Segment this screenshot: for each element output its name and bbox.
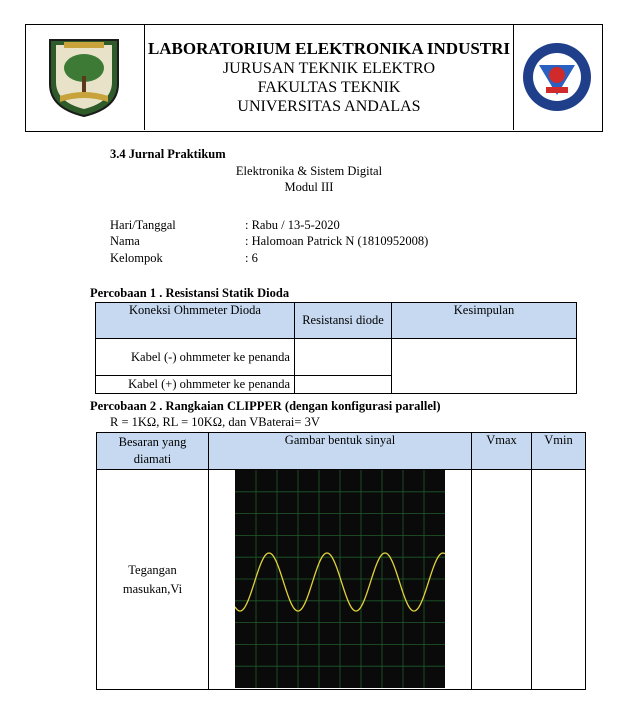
exp1-header-conclusion: Kesimpulan: [392, 303, 577, 339]
faculty-name: FAKULTAS TEKNIK: [257, 79, 401, 96]
letterhead-title: [144, 39, 514, 116]
info-value-date: : Rabu / 13-5-2020: [245, 218, 340, 232]
exp2-cell-waveform: [209, 470, 472, 690]
exp2-title: Percobaan 2 . Rangkaian CLIPPER (dengan konfigurasi parallel): [90, 399, 441, 413]
course-name: Elektronika & Sistem Digital: [235, 164, 383, 178]
exp2-params: R = 1KΩ, RL = 10KΩ, dan VBaterai= 3V: [110, 415, 320, 429]
exp1-row-positive: Kabel (+) ohmmeter ke penanda: [96, 376, 295, 394]
exp2-row-input-voltage: Tegangan masukan,Vi: [97, 470, 209, 690]
exp2-header-vmax: Vmax: [472, 433, 532, 470]
module-name: Modul III: [284, 180, 334, 194]
unand-logo-icon: [44, 36, 124, 118]
exp2-cell-vmax: [472, 470, 532, 690]
info-value-name: : Halomoan Patrick N (1810952008): [245, 234, 429, 248]
info-label-date: Hari/Tanggal: [110, 218, 176, 232]
exp1-table: [95, 302, 577, 394]
oscilloscope-display: [235, 470, 445, 688]
exp2-header-vmin: Vmin: [532, 433, 586, 470]
exp1-header-connection: Koneksi Ohmmeter Dioda: [96, 303, 295, 339]
exp2-table: [96, 432, 586, 690]
exp1-row-negative: Kabel (-) ohmmeter ke penanda: [96, 339, 295, 376]
exp1-cell-resistance-2: [295, 376, 392, 394]
university-name: UNIVERSITAS ANDALAS: [237, 98, 421, 115]
university-logo-cell: [26, 25, 145, 130]
lab-logo-cell: [513, 25, 602, 130]
exp2-cell-vmin: [532, 470, 586, 690]
exp1-cell-resistance-1: [295, 339, 392, 376]
exp1-header-resistance: Resistansi diode: [295, 303, 392, 339]
section-title: 3.4 Jurnal Praktikum: [110, 147, 226, 161]
exp2-header-quantity: Besaran yang diamati: [97, 433, 209, 470]
info-label-name: Nama: [110, 234, 140, 248]
department-name: JURUSAN TEKNIK ELEKTRO: [222, 60, 436, 77]
info-label-group: Kelompok: [110, 251, 163, 265]
info-value-group: : 6: [245, 251, 258, 265]
exp1-cell-conclusion: [392, 339, 577, 394]
letterhead: [25, 24, 603, 132]
exp1-title: Percobaan 1 . Resistansi Statik Dioda: [90, 286, 290, 300]
exp2-header-waveform: Gambar bentuk sinyal: [209, 433, 472, 470]
lab-logo-icon: [519, 39, 595, 115]
lab-name: LABORATORIUM ELEKTRONIKA INDUSTRI: [147, 39, 511, 58]
